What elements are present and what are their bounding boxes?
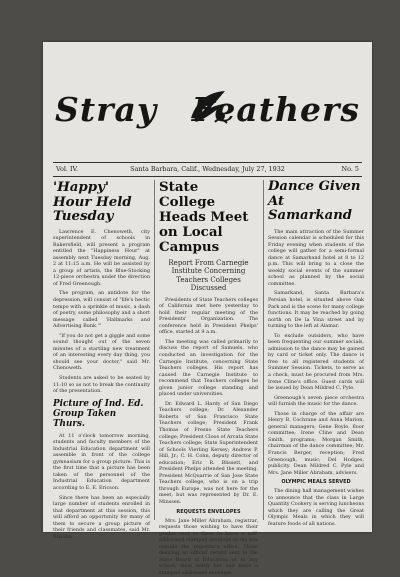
article-paragraph: The meeting was called primarily to discuss the report of Samuels, who conducted an investigation for the Carnegie Institute, concerning State Teachers colleges. His report has caused the Carnegie Institute to recommend that Teachers colleges be given junior college standing and placed under universities. [159,338,258,398]
masthead-title-left: Stray [55,90,158,129]
column-2 [159,179,258,576]
issue-number: No. 5 [341,165,359,173]
headline-olympic-meals: OLYMPIC MEALS SERVED [281,479,351,486]
newspaper-page [43,42,372,576]
column-1 [53,179,150,540]
article-paragraph: The dining hall management wishes to announce that the class in Large Quantity Cookery is serving luncheons which they are calling the Great Olympic Meals in which they will feature foods of all nations. [268,488,364,527]
article-paragraph: "If you do not get a giggle and some sound thought out of the seven minutes of a startling new treatment of an interesting every day thing, you should see your doctor," said Mr. Chenoweth. [53,332,150,372]
article-paragraph: Samarkand, Santa Barbara's Persian hotel, is situated above Oak Park and is the scene for many college functions. It may be reached by going north on De la Vina street and by turning to the left at Alamar. [268,290,364,330]
article-paragraph: At 11 o'clock tomorrow morning, students and faculty members of the Industrial Education department will assemble in front of the college gymnasium for a group picture. This is the first time that a picture has been taken of the personnel of the Industrial Education department according to E. E. Ericson. [53,432,150,491]
masthead [43,86,372,136]
article-paragraph: Presidents of State Teachers colleges of California met here yesterday to hold their regular meeting of the Presidents' Organization. The conference held in President Phelps' office, started at 9 a.m. [159,296,258,336]
subheadline-carnegie: Report From Carnegie Institute Concerning Teachers Colleges Discussed [168,259,249,293]
article-paragraph: Students are asked to be seated by 11:10 so as not to break the continuity of the presentation. [53,374,150,395]
article-paragraph: Dr. Edward L. Hardy of San Diego Teachers college; Dr. Alexander Roberts of San Francisco State Teachers college; President Frank Thomas of Fresno State Teachers college; President Cloos of Arcata State Teachers college; State Superintendent of Schools Vierling Kersey; Andrew P. Hill, Jr.; C. H. Cohn, deputy director of education; Eric R. Blissett, and President Phelps attended the meeting. President McQuarrie of San Jose State Teachers college, who is on a trip through Europe, was not here for the meet, but was represented by Dr. E. Minssen. [159,400,258,506]
article-paragraph: Those in charge of the affair are Henry B. Cochrane and Anna Marion, general managers; Gene Boyle, floor committee; Irene Cline and Dean Smith, programs; Morgan Smith, chairman of the dance committee; Mr. Francis Berger, reception; Fred Greenough, music; Del Hodges, publicity. Dean Mildred C. Pyle and Mrs. Jane Miller Abraham, advisers. [268,410,364,476]
article-paragraph: Since there has been an especially large number of students enrolled in that department at this session, this will afford an opportunity for many of them to secure a group picture of their friends and classmates, said Mr. Ericson. [53,494,150,540]
article-paragraph: Greenough's seven piece orchestra will furnish the music for the dance. [268,394,364,408]
headline-state-college: State College Heads Meet on Local Campus [159,179,249,255]
headline-happy-hour: 'Happy' Hour Held Tuesday [53,179,132,224]
masthead-title-right: Feathers [191,90,360,129]
place-and-date: Santa Barbara, Calif., Wednesday, July 27, 1932 [130,165,285,173]
dateline-bar [53,162,362,177]
article-paragraph: The main attraction of the Summer Session calendar is scheduled for this Friday evening when students of the college will gather for a semi-formal dance at Samarkand hotel at 8 to 12 p.m. This will bring to a close the weekly social events of the summer school as planned by the social committee. [268,228,364,287]
column-rule [154,180,155,520]
headline-group-picture: Picture of Ind. Ed. Group Taken Thurs. [53,398,144,429]
volume-number: Vol. IV. [56,165,79,173]
headline-dance: Dance Given At Samarkand [268,179,361,223]
article-paragraph: Mrs. Jane Miller Abraham, registrar, requests those wishing to have their grades sent to them to leave a self-addressed stamped envelope in the box outside the registrar's office. Those desiring an official record sent to the State Board of Education or to any school, must notify her and leave a stamped addressed envelope. [159,517,258,576]
article-paragraph: To exclude outsiders, who have been frequenting our summer socials, admission to the dance may be gained by card or ticket only. The dance is free to all registered students of Summer Session. Tickets, to serve as a check, must be procured from Mrs. Irene Cline's office. Guest cards will be issued by Dean Mildred C. Pyle. [268,332,364,392]
article-paragraph: The program, an antidote for the depression, will consist of "life's hectic tempo with a sprinkle of music, a dash of poetry, some philosophy and a short message called 'Hallmarks and Advertising Bunk.'" [53,290,150,330]
column-rule [263,180,264,520]
headline-requests-envelopes: REQUESTS ENVELOPES [176,508,241,515]
article-paragraph: Lawrence E. Chenoweth, city superintendent of schools in Bakersfield, will present a program entitled the "Happiness Hour" at assembly next Tuesday morning, Aug. 2 at 11:15 a.m. He will be assisted by a group of artists, the Blue-Stocking 12-piece orchestra under the direction of Fred Greenough. [53,228,150,287]
column-3 [268,180,364,525]
